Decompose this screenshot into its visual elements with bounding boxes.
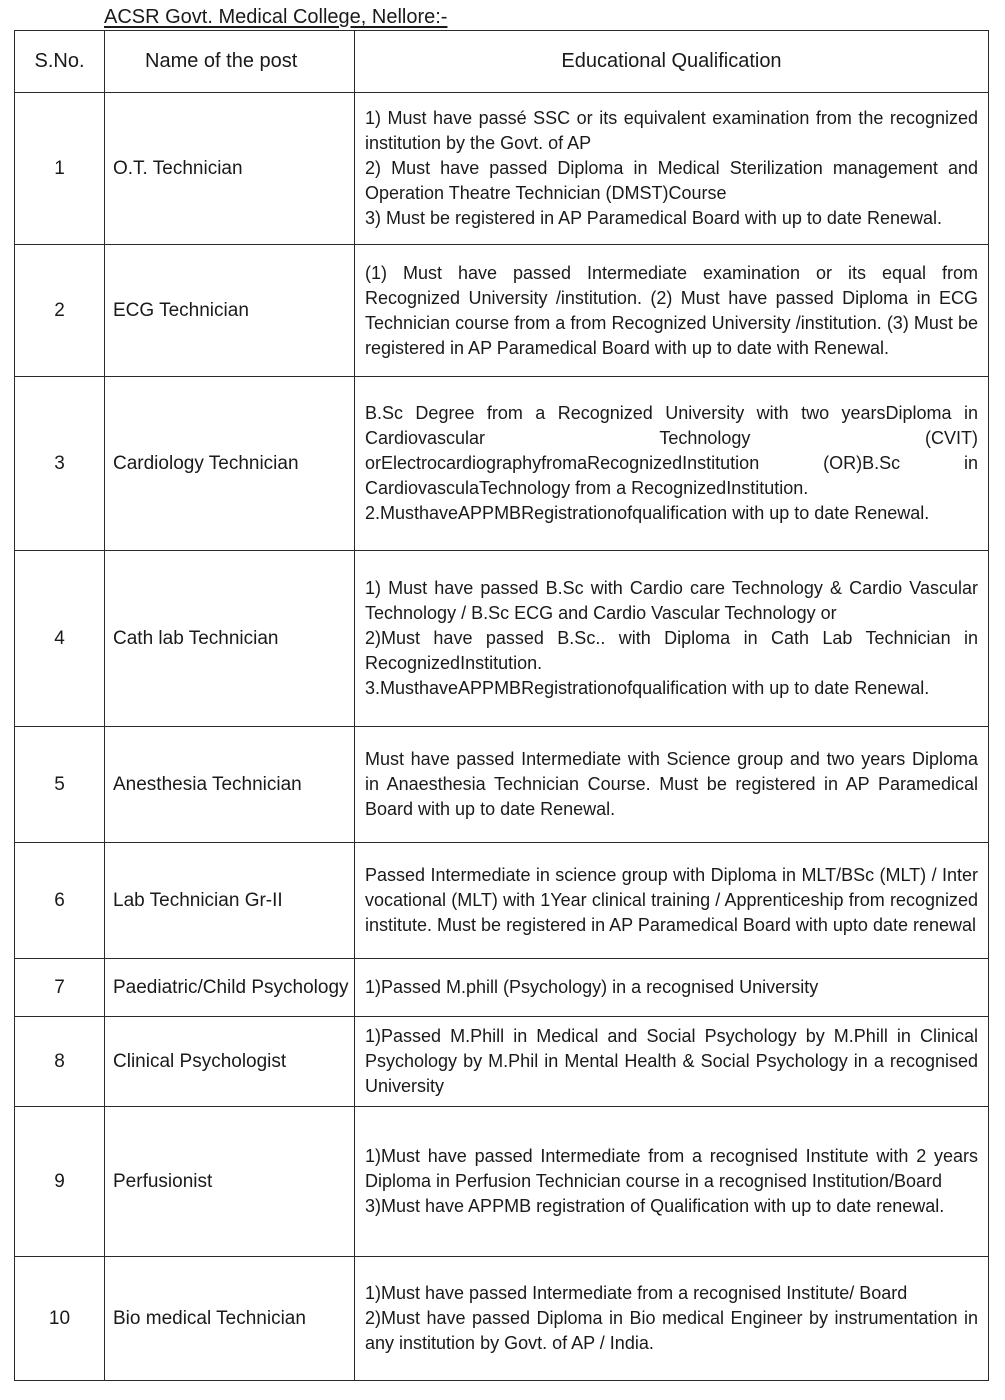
qualification-line: 3)Must have APPMB registration of Qualification with up to date renewal. (365, 1196, 945, 1216)
table-row (15, 245, 989, 377)
header-post-name: Name of the post (105, 31, 355, 93)
row-sno: 10 (15, 1257, 105, 1381)
row-post-name: ECG Technician (105, 245, 355, 377)
row-sno: 4 (15, 551, 105, 727)
qualification-line: 1) Must have passé SSC or its equivalent examination from the recognized institution by the Govt. of AP (365, 108, 978, 153)
table-row (15, 93, 989, 245)
page-heading: ACSR Govt. Medical College, Nellore:- (104, 6, 448, 28)
row-qualification (355, 843, 989, 959)
qualification-line: 1) Must have passed B.Sc with Cardio care Technology & Cardio Vascular Technology / B.Sc ECG and Cardio Vascular Technology or (365, 578, 978, 623)
qualification-line: 1)Must have passed Intermediate from a recognised Institute with 2 years Diploma in Perfusion Technician course in a recognised Institution/Board (365, 1146, 978, 1191)
qualification-line: 2.MusthaveAPPMBRegistrationofqualification with up to date Renewal. (365, 503, 930, 523)
qualification-line: 2)Must have passed B.Sc.. with Diploma in Cath Lab Technician in RecognizedInstitution. (365, 628, 978, 673)
row-qualification (355, 1257, 989, 1381)
row-post-name: Bio medical Technician (105, 1257, 355, 1381)
row-sno: 1 (15, 93, 105, 245)
row-post-name: Perfusionist (105, 1107, 355, 1257)
qualification-line: 3) Must be registered in AP Paramedical Board with up to date Renewal. (365, 208, 942, 228)
table-row (15, 1017, 989, 1107)
qualification-line: 1)Passed M.Phill in Medical and Social Psychology by M.Phill in Clinical Psychology by M.Phil in Mental Health & Social Psychology in a recognised University (365, 1026, 978, 1096)
row-qualification (355, 93, 989, 245)
table-row (15, 1257, 989, 1381)
qualification-line: 1)Must have passed Intermediate from a recognised Institute/ Board (365, 1283, 908, 1303)
table-header-row (15, 31, 989, 93)
table-row (15, 377, 989, 551)
qualification-line: 3.MusthaveAPPMBRegistrationofqualification with up to date Renewal. (365, 678, 930, 698)
row-post-name: O.T. Technician (105, 93, 355, 245)
qualification-table (14, 30, 989, 1381)
qualification-line: B.Sc Degree from a Recognized University with two yearsDiploma in Cardiovascular Technology (CVIT) orElectrocardiographyfromaRecognizedInstitution (OR)B.Sc in CardiovasculaTechnology from a RecognizedInstitution. (365, 403, 978, 498)
table-row (15, 1107, 989, 1257)
row-sno: 6 (15, 843, 105, 959)
qualification-line: 1)Passed M.phill (Psychology) in a recognised University (365, 977, 819, 997)
row-post-name: Anesthesia Technician (105, 727, 355, 843)
row-post-name: Paediatric/Child Psychology (105, 959, 355, 1017)
qualification-line: 2) Must have passed Diploma in Medical Sterilization management and Operation Theatre Technician (DMST)Course (365, 158, 978, 203)
table-body (15, 93, 989, 1381)
row-qualification (355, 1017, 989, 1107)
row-qualification (355, 245, 989, 377)
row-qualification (355, 377, 989, 551)
row-qualification (355, 1107, 989, 1257)
row-sno: 9 (15, 1107, 105, 1257)
row-post-name: Lab Technician Gr-II (105, 843, 355, 959)
row-post-name: Cardiology Technician (105, 377, 355, 551)
row-sno: 7 (15, 959, 105, 1017)
qualification-line: (1) Must have passed Intermediate examination or its equal from Recognized University /institution. (2) Must have passed Diploma in ECG Technician course from a from Recognized University /institution. (3) Must be registered in AP Paramedical Board with up to date with Renewal. (365, 262, 978, 358)
qualification-line: Must have passed Intermediate with Science group and two years Diploma in Anaesthesia Technician Course. Must be registered in AP Paramedical Board with up to date Renewal. (365, 749, 978, 819)
row-qualification (355, 959, 989, 1017)
row-qualification (355, 727, 989, 843)
row-qualification (355, 551, 989, 727)
qualification-line: 2)Must have passed Diploma in Bio medical Engineer by instrumentation in any institution by Govt. of AP / India. (365, 1308, 978, 1353)
row-sno: 5 (15, 727, 105, 843)
header-sno: S.No. (15, 31, 105, 93)
qualification-line: Passed Intermediate in science group with Diploma in MLT/BSc (MLT) / Inter vocational (MLT) with 1Year clinical training / Apprenticeship from recognized institute. Must be registered in AP Paramedical Board with upto date renewal (365, 865, 978, 935)
row-sno: 3 (15, 377, 105, 551)
row-post-name: Cath lab Technician (105, 551, 355, 727)
row-sno: 8 (15, 1017, 105, 1107)
table-row (15, 959, 989, 1017)
row-sno: 2 (15, 245, 105, 377)
table-row (15, 843, 989, 959)
table-row (15, 727, 989, 843)
row-post-name: Clinical Psychologist (105, 1017, 355, 1107)
table-row (15, 551, 989, 727)
header-qualification: Educational Qualification (355, 31, 989, 93)
